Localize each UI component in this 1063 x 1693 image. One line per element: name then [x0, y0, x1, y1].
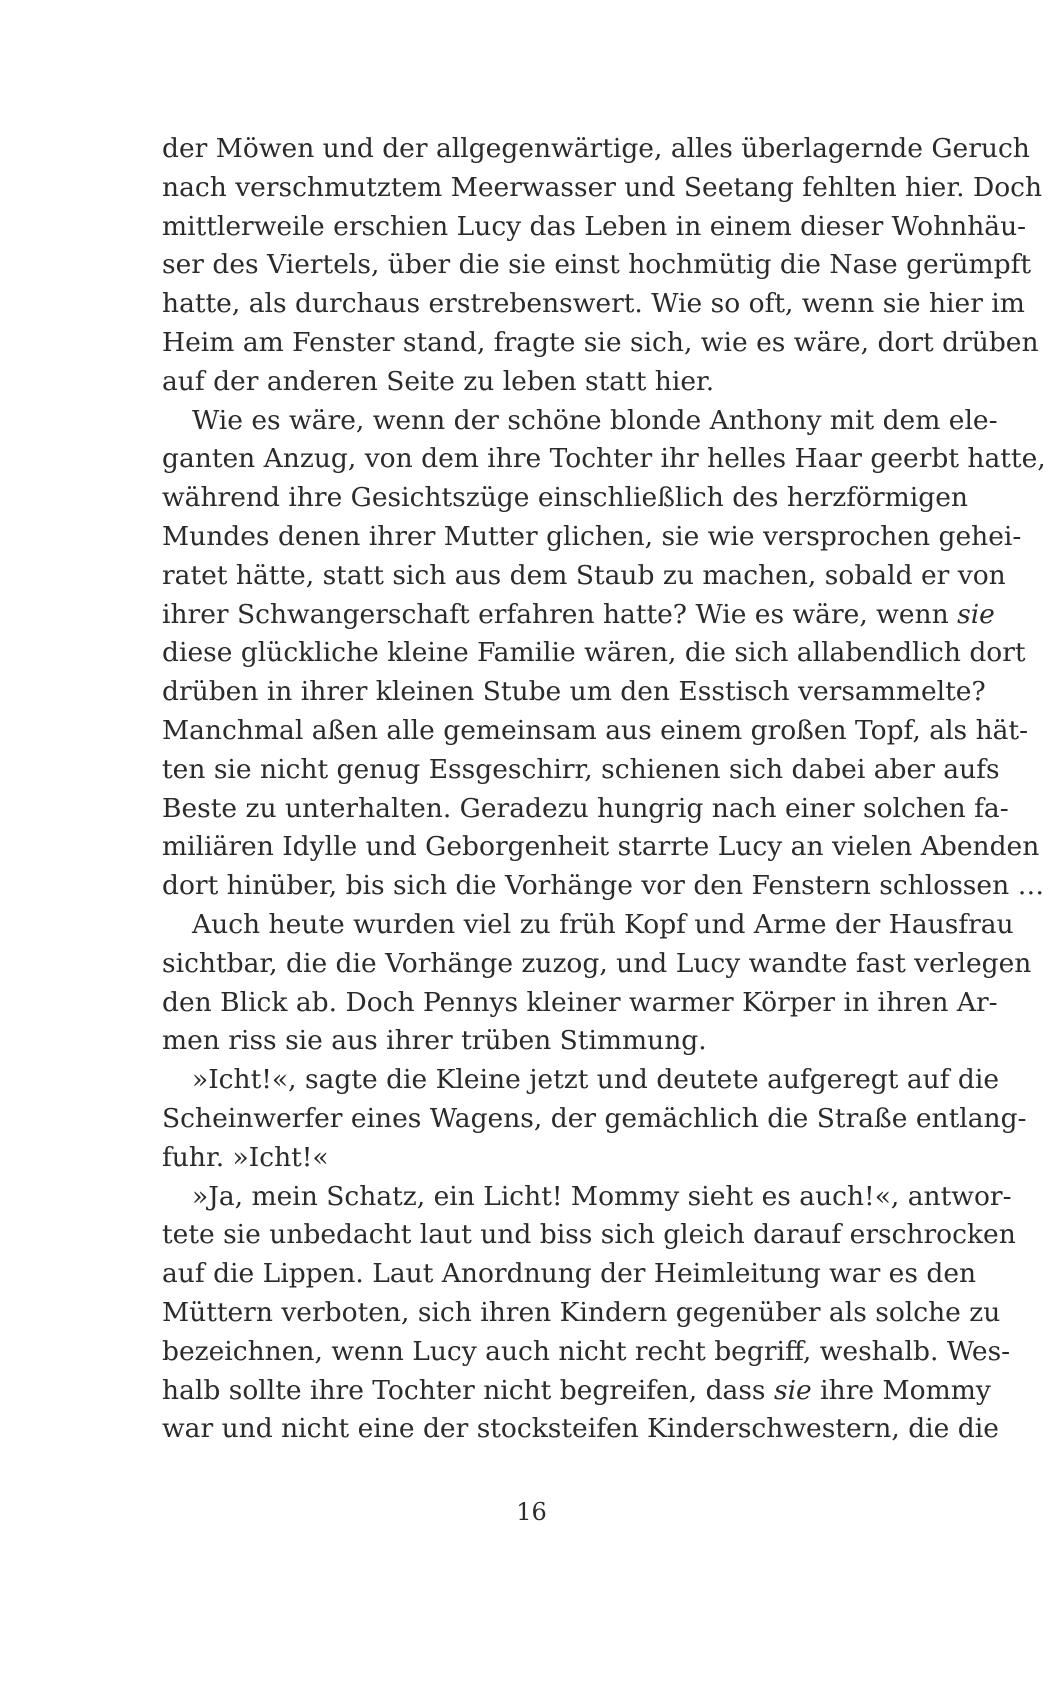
text-line: Müttern verboten, sich ihren Kindern gegenüber als solche zu: [162, 1296, 1001, 1328]
text-line: men riss sie aus ihrer trüben Stimmung.: [162, 1025, 707, 1057]
text-line: Heim am Fenster stand, fragte sie sich, wie es wäre, dort drüben: [162, 326, 1039, 358]
text-segment: halb sollte ihre Tochter nicht begreifen, dass: [162, 1374, 774, 1406]
text-line: »Ja, mein Schatz, ein Licht! Mommy sieht es auch!«, antwor-: [192, 1180, 1012, 1212]
text-segment: ihre Mommy: [811, 1374, 991, 1406]
text-line: ganten Anzug, von dem ihre Tochter ihr helles Haar geerbt hatte,: [162, 443, 1046, 475]
text-line: diese glückliche kleine Familie wären, die sich allabendlich dort: [162, 637, 1026, 669]
page-number: 16: [516, 1498, 547, 1526]
body-text: [162, 130, 1046, 1449]
text-line: Auch heute wurden viel zu früh Kopf und Arme der Hausfrau: [192, 908, 1014, 940]
text-line: der Möwen und der allgegenwärtige, alles überlagernde Geruch: [162, 133, 1030, 164]
text-line: ten sie nicht genug Essgeschirr, schienen sich dabei aber aufs: [162, 753, 1000, 785]
text-line: drüben in ihrer kleinen Stube um den Esstisch versammelte?: [162, 676, 986, 708]
text-line: mittlerweile erschien Lucy das Leben in einem dieser Wohnhäu-: [162, 210, 1027, 242]
emphasis: sie: [773, 1374, 812, 1406]
text-line: Manchmal aßen alle gemeinsam aus einem großen Topf, als hät-: [162, 714, 1029, 746]
text-line: [162, 596, 995, 635]
text-line: tete sie unbedacht laut und biss sich gleich darauf erschrocken: [162, 1219, 1016, 1251]
text-line: sichtbar, die die Vorhänge zuzog, und Lucy wandte fast verlegen: [162, 947, 1032, 979]
text-line: fuhr. »Icht!«: [162, 1141, 329, 1173]
text-line: Mundes denen ihrer Mutter glichen, sie wie versprochen gehei-: [162, 520, 1022, 552]
text-line: bezeichnen, wenn Lucy auch nicht recht begriff, weshalb. Wes-: [162, 1335, 1011, 1367]
text-line: dort hinüber, bis sich die Vorhänge vor den Fenstern schlossen …: [162, 870, 1045, 902]
text-line: auf die Lippen. Laut Anordnung der Heimleitung war es den: [162, 1258, 977, 1290]
text-line: den Blick ab. Doch Pennys kleiner warmer Körper in ihren Ar-: [162, 986, 998, 1018]
text-line: nach verschmutztem Meerwasser und Seetang fehlten hier. Doch: [162, 171, 1043, 203]
text-line: Wie es wäre, wenn der schöne blonde Anthony mit dem ele-: [192, 404, 998, 436]
text-line: Beste zu unterhalten. Geradezu hungrig nach einer solchen fa-: [162, 792, 1009, 824]
text-line: »Icht!«, sagte die Kleine jetzt und deutete aufgeregt auf die: [192, 1064, 1000, 1096]
text-line: ser des Viertels, über die sie einst hochmütig die Nase gerümpft: [162, 249, 1032, 281]
text-line: auf der anderen Seite zu leben statt hier.: [162, 365, 715, 397]
text-line: ratet hätte, statt sich aus dem Staub zu machen, sobald er von: [162, 559, 1006, 591]
text-line: [162, 1372, 991, 1411]
text-segment: ihrer Schwangerschaft erfahren hatte? Wie es wäre, wenn: [162, 598, 958, 630]
emphasis: sie: [957, 598, 995, 630]
text-line: miliären Idylle und Geborgenheit starrte Lucy an vielen Abenden: [162, 831, 1040, 863]
text-line: war und nicht eine der stocksteifen Kinderschwestern, die die: [162, 1413, 999, 1445]
text-line: während ihre Gesichtszüge einschließlich des herzförmigen: [162, 482, 968, 514]
text-line: Scheinwerfer eines Wagens, der gemächlich die Straße entlang-: [162, 1102, 1027, 1134]
text-line: hatte, als durchaus erstrebenswert. Wie so oft, wenn sie hier im: [162, 288, 1025, 320]
